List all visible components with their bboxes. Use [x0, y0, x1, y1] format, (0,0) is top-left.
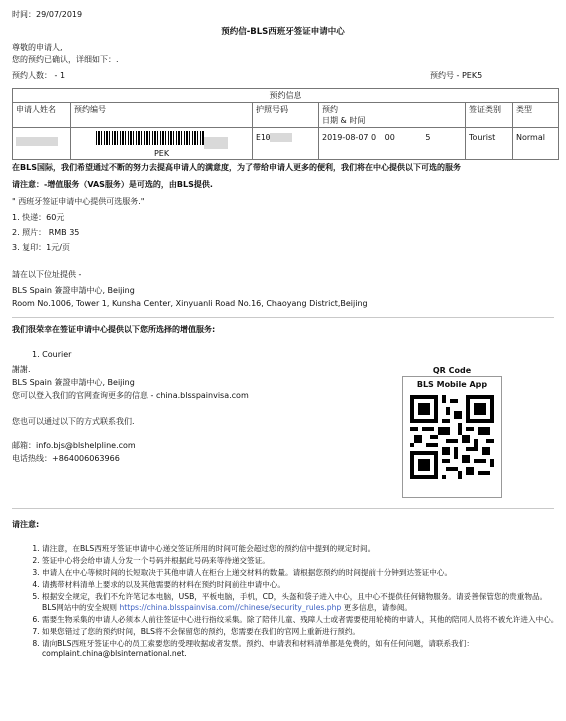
qr-app-label: BLS Mobile App	[416, 380, 488, 389]
reference-number: 预约号 - PEK5	[430, 71, 483, 80]
website-info: 您可以登入我们的官网查询更多的信息 - china.blsspainvisa.com	[12, 391, 249, 400]
cell-datetime	[319, 128, 466, 160]
note-item: 1. 请注意，在BLS西班牙签证申请中心递交签证所用的时间可能会超过您的预约信中提到的规定时间。	[42, 544, 562, 555]
vas-item-courier: 1. Courier	[32, 350, 72, 359]
qr-code-box	[402, 376, 502, 498]
notes-list	[30, 544, 562, 661]
hotline-contact: 电话热线：+864006063966	[12, 454, 120, 463]
redacted-passport	[270, 133, 292, 142]
cell-visa-type: Tourist	[466, 128, 513, 160]
note-item: 3. 申请人在中心等候时间的长短取决于其他申请人在柜台上递交材料的数量。请根据您预约的时间提前十分钟到达签证中心。	[42, 568, 562, 579]
service-photo: 2. 照片： RMB 35	[12, 228, 80, 237]
qr-code-label: QR Code	[432, 366, 472, 375]
letter-title: 预约信-BLS西班牙签证申请中心	[221, 27, 345, 37]
booking-number-text: PEK	[153, 148, 170, 158]
header-appointment-label: 预约	[322, 105, 338, 114]
datetime-text: 2019-08-07 0	[322, 133, 377, 142]
complaint-email[interactable]: complaint.china@blsinternational.net.	[42, 649, 187, 658]
provide-at: 請在以下位址提供 -	[12, 270, 82, 279]
note-item: 2. 签证中心将会给申请人分发一个号码并根据此号码来等待递交签证。	[42, 556, 562, 567]
header-booking-number: 预约编号	[71, 103, 253, 128]
cell-passport-number	[253, 128, 319, 160]
note-item: 4. 请携带材料清单上要求的以及其他需要的材料在预约时间前往申请中心。	[42, 580, 562, 591]
center-provides: " 西班牙签证申请中心提供可选服务."	[12, 197, 145, 206]
note-item-tail: 更多信息，请参阅。	[341, 602, 413, 612]
note-item: 6. 需要生物采集的申请人必须本人前往签证中心进行指纹采集。除了陪伴儿童、残障人士或者需要使用轮椅的申请人，其他的陪同人员将不被允许进入中心。	[42, 615, 562, 626]
vas-center-name: BLS Spain 簽證申請中心, Beijing	[12, 378, 135, 387]
datetime-mid: 00	[384, 133, 395, 142]
header-appointment	[319, 103, 466, 128]
divider-2	[12, 508, 554, 509]
vas-notice: 请注意：-增值服务（VAS服务）是可选的，由BLS提供.	[12, 180, 213, 189]
contact-info: 您也可以通过以下的方式联系我们.	[12, 417, 135, 426]
service-copy: 3. 复印：1元/页	[12, 243, 70, 252]
header-visa-type: 签证类别	[466, 103, 513, 128]
note-item: 7. 如果您错过了您的预约时间，BLS将不会保留您的预约，您需要在我们的官网上重新进行预约。	[42, 627, 562, 638]
center-address: Room No.1006, Tower 1, Kunsha Center, Xinyuanli Road No.16, Chaoyang District,Beijing	[12, 299, 368, 308]
confirmation-text: 您的预约已确认，详细如下：.	[12, 55, 119, 64]
salutation: 尊敬的申请人,	[12, 43, 63, 52]
cell-applicant-name	[13, 128, 71, 160]
notes-heading: 请注意:	[12, 520, 40, 529]
bls-intro: 在BLS国际，我们希望通过不断的努力去提高申请人的满意度，为了带给申请人更多的便利，我们将在中心提供以下可选的服务	[12, 163, 461, 172]
security-rules-link[interactable]: https://china.blsspainvisa.com//chinese/security_rules.php	[119, 602, 342, 612]
datetime-end: 5	[425, 133, 431, 142]
applicant-count: 预约人数： - 1	[12, 71, 66, 80]
center-name: BLS Spain 簽證申請中心, Beijing	[12, 286, 135, 295]
header-applicant-name: 申请人姓名	[13, 103, 71, 128]
cell-category: Normal	[513, 128, 559, 160]
appointment-table	[12, 88, 559, 160]
redacted-name	[16, 137, 58, 146]
note-item	[42, 639, 562, 660]
thanks-text: 謝謝.	[12, 365, 31, 374]
table-caption: 预约信息	[13, 89, 559, 103]
note-item-text: 请向BLS西班牙签证中心的员工索要您的受理收据或者发票。预约、申请表和材料清单都是免费的，如有任何问题，请联系我们：	[42, 638, 474, 648]
divider-1	[12, 317, 554, 318]
redacted-barcode	[204, 137, 228, 149]
vas-heading: 我们很荣幸在签证申请中心提供以下您所选择的增值服务:	[12, 325, 216, 334]
header-appointment-sub: 日期 & 时间	[322, 116, 366, 125]
passport-text: E10	[256, 133, 271, 142]
note-item-text: 根据安全规定，我们不允许笔记本电脑，USB，平板电脑，手机，CD，头盔和袋子进入中心，且中心不提供任何储物服务。请妥善保管您的贵重物品。 BLS网站中的安全规则	[42, 592, 548, 612]
barcode-graphic	[96, 131, 204, 145]
qr-code-icon	[410, 395, 494, 479]
service-courier: 1. 快递：60元	[12, 213, 65, 222]
cell-booking-number	[71, 128, 253, 160]
note-item	[42, 592, 562, 613]
header-passport-number: 护照号码	[253, 103, 319, 128]
header-category: 类型	[513, 103, 559, 128]
email-contact: 邮箱：info.bjs@blshelpline.com	[12, 441, 136, 450]
letter-time: 时间：29/07/2019	[12, 10, 83, 19]
